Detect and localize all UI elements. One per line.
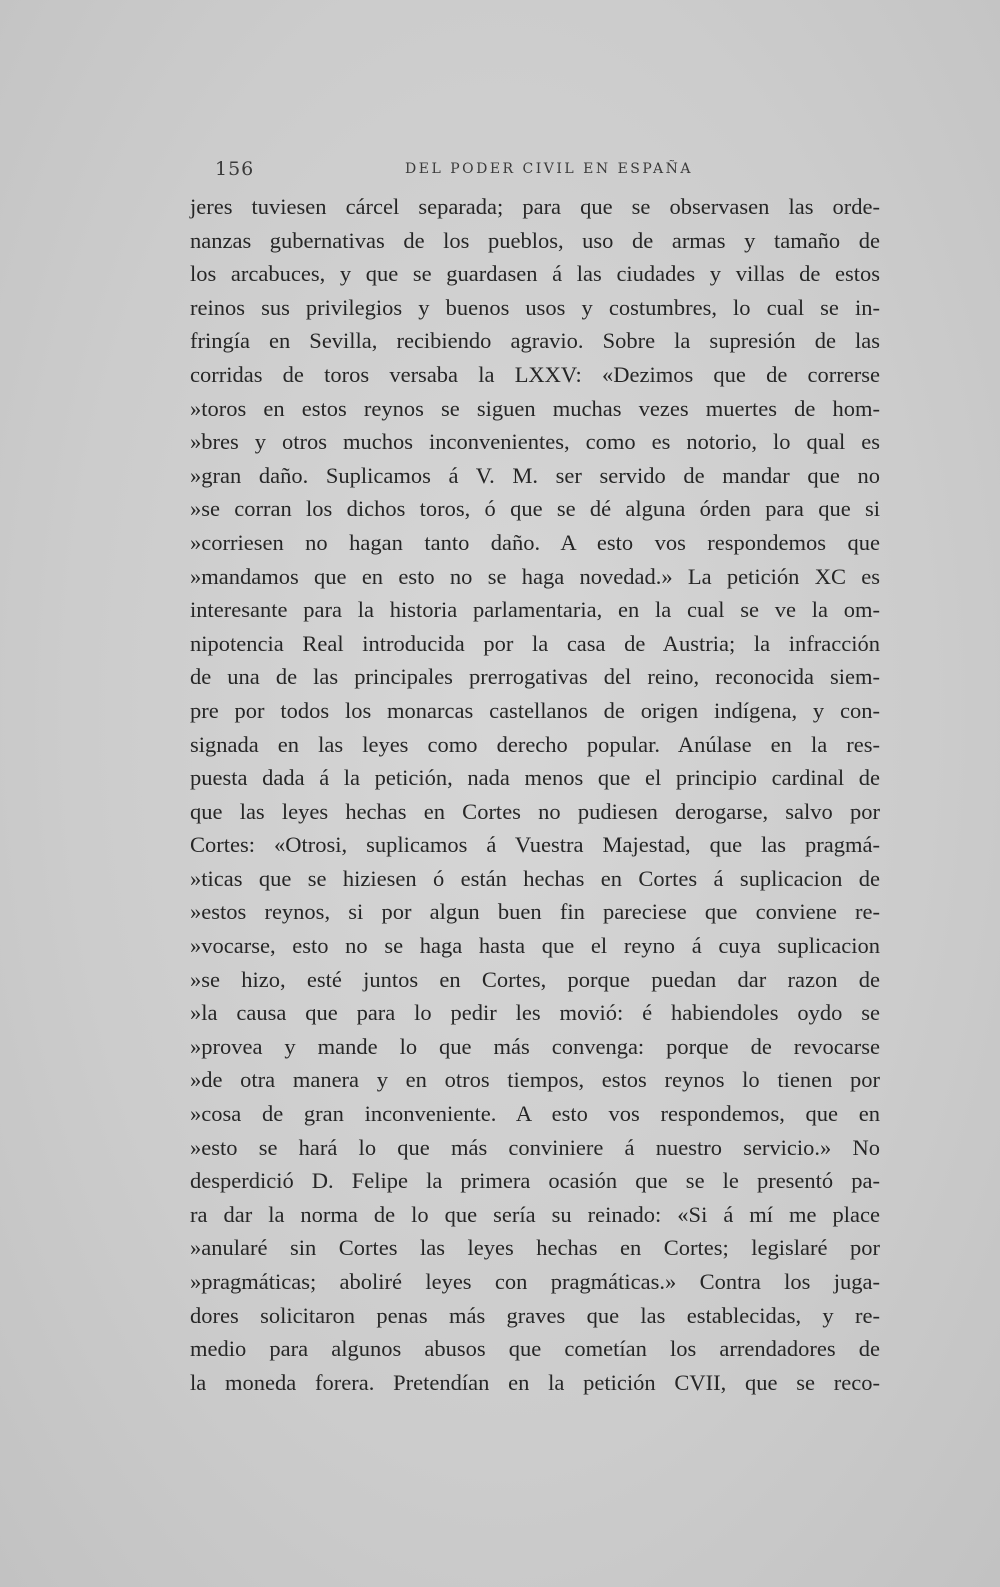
text-line: desperdició D. Felipe la primera ocasión que se le presentó pa- [190, 1168, 880, 1194]
text-line: »se corran los dichos toros, ó que se dé alguna órden para que si [190, 496, 880, 522]
text-line: pre por todos los monarcas castellanos de origen indígena, y con- [190, 697, 880, 723]
text-line: medio para algunos abusos que cometían los arrendadores de [190, 1336, 880, 1362]
text-line: la moneda forera. Pretendían en la petición CVII, que se reco- [190, 1369, 880, 1395]
text-line: »vocarse, esto no se haga hasta que el reyno á cuya suplicacion [190, 933, 880, 959]
text-line: »esto se hará lo que más conviniere á nuestro servicio.» No [190, 1134, 880, 1160]
text-line: de una de las principales prerrogativas del reino, reconocida siem- [190, 664, 880, 690]
text-line: signada en las leyes como derecho popular. Anúlase en la res- [190, 731, 880, 757]
text-line: dores solicitaron penas más graves que las establecidas, y re- [190, 1302, 880, 1328]
text-line: »cosa de gran inconveniente. A esto vos respondemos, que en [190, 1101, 880, 1127]
text-line: »toros en estos reynos se siguen muchas vezes muertes de hom- [190, 395, 880, 421]
text-line: »ticas que se hiziesen ó están hechas en Cortes á suplicacion de [190, 865, 880, 891]
text-line: nipotencia Real introducida por la casa de Austria; la infracción [190, 630, 880, 656]
text-line: Cortes: «Otrosi, suplicamos á Vuestra Majestad, que las pragmá- [190, 832, 880, 858]
text-line: »anularé sin Cortes las leyes hechas en Cortes; legislaré por [190, 1235, 880, 1261]
text-line: los arcabuces, y que se guardasen á las ciudades y villas de estos [190, 261, 880, 287]
text-line: jeres tuviesen cárcel separada; para que se observasen las orde- [190, 194, 880, 219]
text-line: reinos sus privilegios y buenos usos y costumbres, lo cual se in- [190, 294, 880, 320]
text-line: »mandamos que en esto no se haga novedad.» La petición XC es [190, 563, 880, 589]
text-line: »corriesen no hagan tanto daño. A esto vos respondemos que [190, 529, 880, 555]
text-line: »gran daño. Suplicamos á V. M. ser servido de mandar que no [190, 462, 880, 488]
text-line: »de otra manera y en otros tiempos, estos reynos lo tienen por [190, 1067, 880, 1093]
page-number: 156 [215, 158, 255, 180]
text-line: corridas de toros versaba la LXXV: «Dezimos que de correrse [190, 361, 880, 387]
text-line: »pragmáticas; aboliré leyes con pragmáticas.» Contra los juga- [190, 1269, 880, 1294]
text-line: que las leyes hechas en Cortes no pudiesen derogarse, salvo por [190, 798, 880, 824]
text-line: puesta dada á la petición, nada menos que el principio cardinal de [190, 765, 880, 791]
text-line: interesante para la historia parlamentaria, en la cual se ve la om- [190, 597, 880, 623]
text-line: fringía en Sevilla, recibiendo agravio. Sobre la supresión de las [190, 328, 880, 354]
text-line: ra dar la norma de lo que sería su reinado: «Si á mí me place [190, 1201, 880, 1227]
text-line: nanzas gubernativas de los pueblos, uso de armas y tamaño de [190, 227, 880, 253]
running-title: DEL PODER CIVIL EN ESPAÑA [405, 161, 693, 177]
text-line: »se hizo, esté juntos en Cortes, porque puedan dar razon de [190, 966, 880, 992]
text-line: »provea y mande lo que más convenga: porque de revocarse [190, 1033, 880, 1059]
body-text [190, 190, 880, 1399]
running-head [195, 158, 885, 182]
text-line: »estos reynos, si por algun buen fin pareciese que conviene re- [190, 899, 880, 925]
text-line: »bres y otros muchos inconvenientes, como es notorio, lo qual es [190, 429, 880, 455]
text-line: »la causa que para lo pedir les movió: é habiendoles oydo se [190, 1000, 880, 1026]
